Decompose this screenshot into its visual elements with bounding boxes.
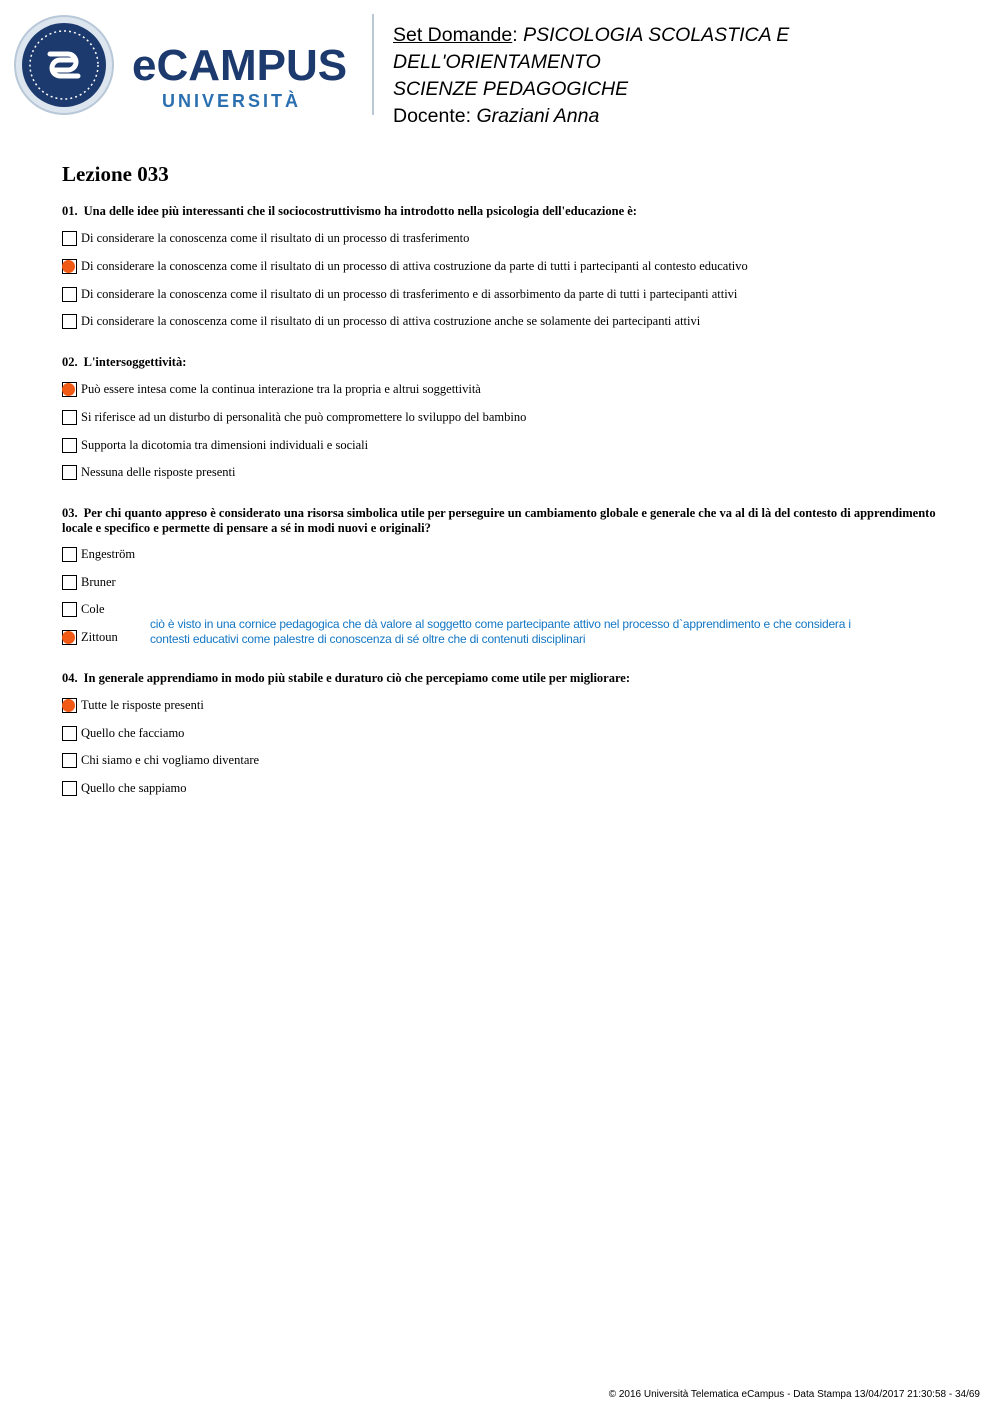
option-text: Può essere intesa come la continua interazione tra la propria e altrui soggettività (81, 381, 481, 396)
checkbox-selected[interactable] (62, 630, 77, 645)
option-text: Quello che facciamo (81, 725, 185, 740)
option-text: Tutte le risposte presenti (81, 697, 204, 712)
question-02 (62, 355, 942, 370)
option-text: Chi siamo e chi vogliamo diventare (81, 752, 260, 767)
option-text: Di considerare la conoscenza come il risultato di un processo di attiva costruzione da parte di tutti i partecipanti al contesto educativo (81, 258, 748, 273)
lesson-title: Lezione 033 (62, 162, 169, 186)
option-text: Di considerare la conoscenza come il risultato di un processo di trasferimento (81, 230, 470, 245)
teacher-label: Docente (393, 105, 466, 127)
option-text: Di considerare la conoscenza come il risultato di un processo di attiva costruzione anche se solamente dei partecipanti attivi (81, 313, 701, 328)
teacher-name: Graziani Anna (476, 105, 600, 127)
answer-option[interactable] (62, 381, 481, 397)
answer-option[interactable] (62, 464, 235, 480)
checkbox[interactable] (62, 438, 77, 453)
answer-option[interactable] (62, 574, 116, 590)
logo-subtitle: UNIVERSITÀ (162, 91, 302, 111)
answer-option[interactable] (62, 258, 748, 274)
set-title-line1: PSICOLOGIA SCOLASTICA E DELL'ORIENTAMENTO (393, 24, 790, 73)
page-header (0, 0, 1000, 125)
option-text: Bruner (81, 574, 116, 589)
set-label: Set Domande (393, 24, 513, 46)
checkbox[interactable] (62, 465, 77, 480)
question-01 (62, 204, 942, 219)
checkbox[interactable] (62, 410, 77, 425)
checkbox-selected[interactable] (62, 382, 77, 397)
option-text: Quello che sappiamo (81, 780, 187, 795)
ecampus-logo (14, 14, 359, 116)
option-text: Si riferisce ad un disturbo di personalità che può compromettere lo sviluppo del bambino (81, 409, 527, 424)
option-text: Di considerare la conoscenza come il risultato di un processo di trasferimento e di assorbimento da parte di tutti i partecipanti attivi (81, 286, 738, 301)
page-footer: © 2016 Università Telematica eCampus - Data Stampa 13/04/2017 21:30:58 - 34/69 (608, 1389, 980, 1400)
checkbox-selected[interactable] (62, 259, 77, 274)
logo-wordmark: eCAMPUS (132, 41, 348, 90)
option-text: Cole (81, 601, 105, 616)
question-text: Una delle idee più interessanti che il sociocostruttivismo ha introdotto nella psicologia dell'educazione è: (83, 204, 637, 218)
question-number: 01. (62, 204, 78, 218)
answer-option[interactable] (62, 697, 204, 713)
answer-option[interactable] (62, 313, 700, 329)
checkbox[interactable] (62, 231, 77, 246)
answer-option[interactable] (62, 230, 469, 246)
question-text: Per chi quanto appreso è considerato una risorsa simbolica utile per perseguire un cambiamento globale e generale che va al di là del contesto di apprendimento locale e specifico e permette di pensare a sé in modi nuovi e originali? (62, 506, 936, 535)
set-line: Set Domande: PSICOLOGIA SCOLASTICA E DELL'ORIENTAMENTO (393, 24, 790, 73)
option-text: Zittoun (81, 629, 118, 644)
set-title-line2: SCIENZE PEDAGOGICHE (393, 78, 629, 100)
answer-option[interactable] (62, 286, 737, 302)
question-number: 04. (62, 671, 78, 685)
answer-option[interactable] (62, 437, 368, 453)
checkbox[interactable] (62, 314, 77, 329)
answer-option[interactable] (62, 629, 118, 645)
answer-note: ciò è visto in una cornice pedagogica che dà valore al soggetto come partecipante attivo nel processo d`apprendimento e che considera i contesti educativi come palestre di conoscenza di sé oltre che di contenuti disciplinari (150, 617, 851, 646)
question-number: 02. (62, 355, 78, 369)
answer-option[interactable] (62, 780, 187, 796)
course-info (393, 22, 1000, 130)
checkbox[interactable] (62, 287, 77, 302)
option-text: Engeström (81, 546, 136, 561)
checkbox[interactable] (62, 726, 77, 741)
checkbox[interactable] (62, 753, 77, 768)
checkbox[interactable] (62, 575, 77, 590)
question-04 (62, 671, 942, 686)
checkbox[interactable] (62, 602, 77, 617)
header-divider (372, 14, 374, 115)
question-text: L'intersoggettività: (83, 355, 187, 369)
answer-option[interactable] (62, 725, 184, 741)
answer-option[interactable] (62, 752, 259, 768)
checkbox[interactable] (62, 781, 77, 796)
answer-option[interactable] (62, 546, 135, 562)
question-03 (62, 506, 942, 536)
answer-option[interactable] (62, 601, 105, 617)
checkbox-selected[interactable] (62, 698, 77, 713)
option-text: Nessuna delle risposte presenti (81, 464, 236, 479)
teacher-line: Docente: Graziani Anna (393, 105, 600, 127)
question-text: In generale apprendiamo in modo più stabile e duraturo ciò che percepiamo come utile per migliorare: (83, 671, 630, 685)
answer-option[interactable] (62, 409, 526, 425)
checkbox[interactable] (62, 547, 77, 562)
option-text: Supporta la dicotomia tra dimensioni individuali e sociali (81, 437, 369, 452)
question-number: 03. (62, 506, 78, 520)
